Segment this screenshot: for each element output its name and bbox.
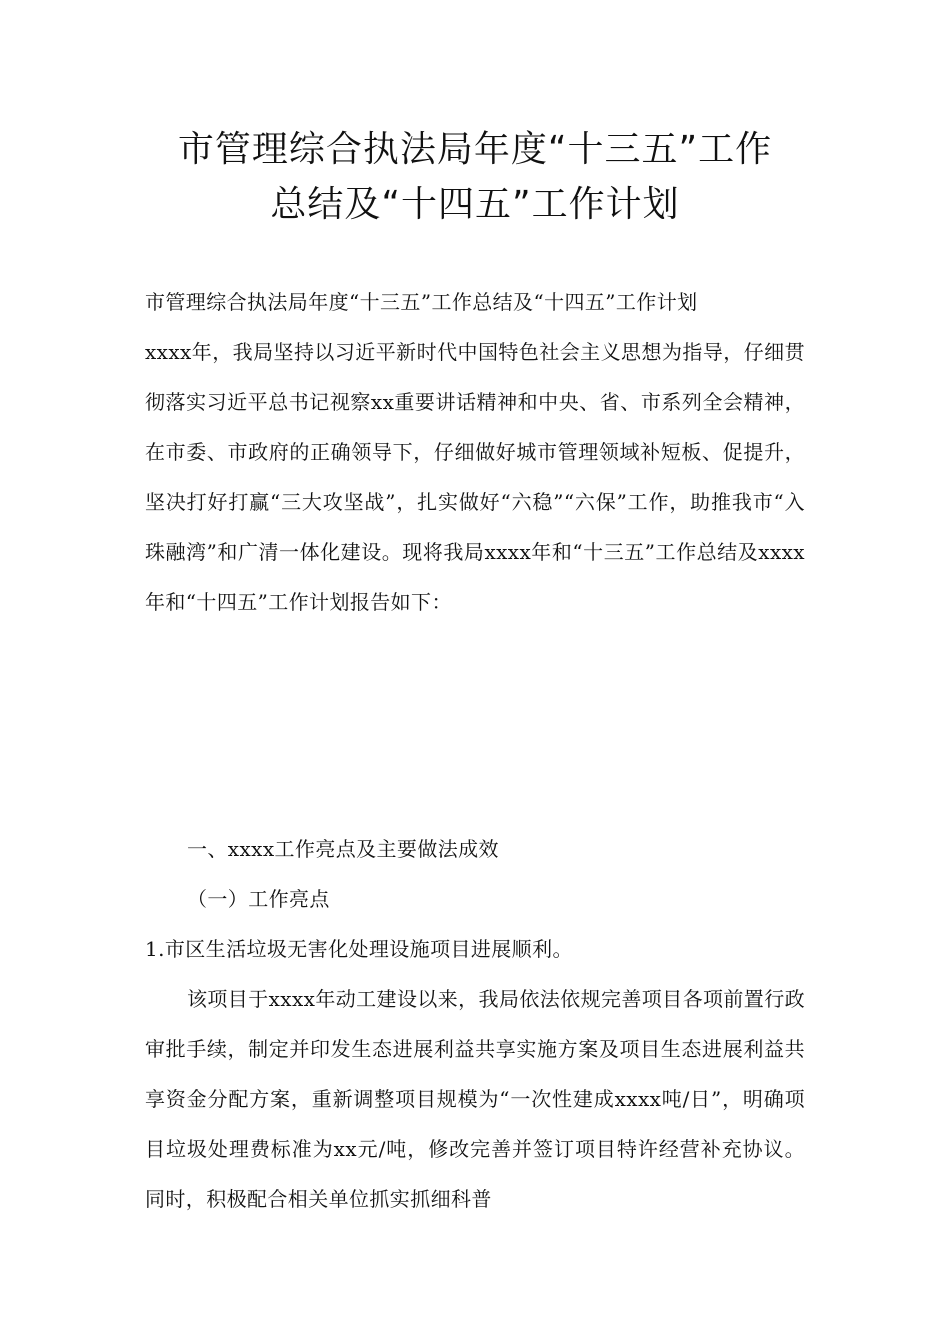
item-1-heading: 1.市区生活垃圾无害化处理设施项目进展顺利。 <box>145 937 573 961</box>
document-title-line-1: 市管理综合执法局年度“十三五”工作 <box>177 129 773 170</box>
intro-heading: 市管理综合执法局年度“十三五”工作总结及“十四五”工作计划 <box>145 290 698 314</box>
document-title <box>145 122 805 232</box>
subsection-1-heading: （一）工作亮点 <box>187 887 330 911</box>
document-title-line-2: 总结及“十四五”工作计划 <box>270 184 680 225</box>
section-1-heading: 一、xxxx工作亮点及主要做法成效 <box>187 837 499 861</box>
item-1-paragraph: 该项目于xxxx年动工建设以来，我局依法依规完善项目各项前置行政审批手续，制定并印发生态进展利益共享实施方案及项目生态进展利益共享资金分配方案，重新调整项目规模为“一次性建成xxxx吨/日”，明确项目垃圾处理费标准为xx元/吨，修改完善并签订项目特许经营补充协议。同时，积极配合相关单位抓实抓细科普 <box>145 987 805 1211</box>
intro-paragraph: xxxx年，我局坚持以习近平新时代中国特色社会主义思想为指导，仔细贯彻落实习近平总书记视察xx重要讲话精神和中央、省、市系列全会精神，在市委、市政府的正确领导下，仔细做好城市管理领域补短板、促提升，坚决打好打赢“三大攻坚战”，扎实做好“六稳”“六保”工作，助推我市“入珠融湾”和广清一体化建设。现将我局xxxx年和“十三五”工作总结及xxxx年和“十四五”工作计划报告如下： <box>145 340 805 614</box>
